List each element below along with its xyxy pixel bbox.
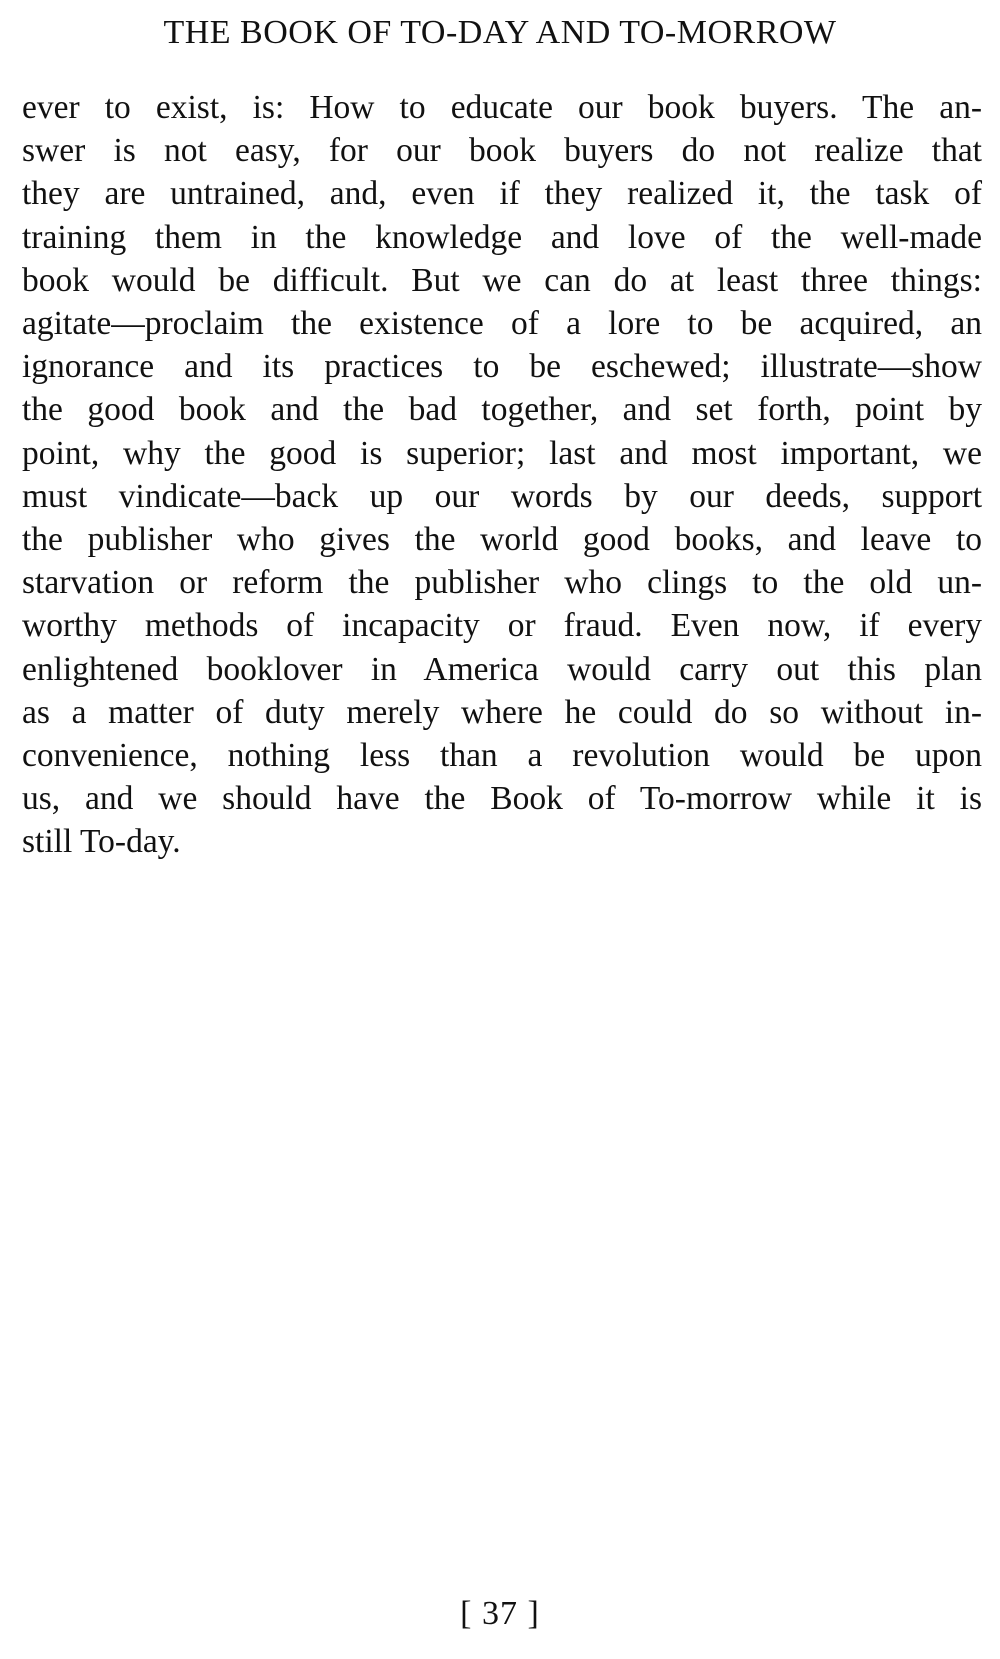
text-line: must vindicate—back up our words by our deeds, support bbox=[22, 477, 982, 515]
text-line: the publisher who gives the world good books, and leave to bbox=[22, 521, 982, 559]
text-line: swer is not easy, for our book buyers do not realize that bbox=[22, 132, 982, 170]
text-line: agitate—proclaim the existence of a lore to be acquired, an bbox=[22, 305, 982, 343]
text-line: the good book and the bad together, and set forth, point by bbox=[22, 391, 982, 429]
text-line: point, why the good is superior; last and most important, we bbox=[22, 434, 982, 472]
text-line: book would be difficult. But we can do at least three things: bbox=[22, 261, 982, 299]
page-number: [ 37 ] bbox=[460, 1595, 540, 1632]
text-line: enlightened booklover in America would carry out this plan bbox=[22, 650, 982, 688]
text-line: ever to exist, is: How to educate our book buyers. The an- bbox=[22, 89, 982, 126]
text-line: worthy methods of incapacity or fraud. Even now, if every bbox=[22, 607, 982, 645]
text-line: us, and we should have the Book of To-morrow while it is bbox=[22, 780, 982, 818]
text-line: training them in the knowledge and love of the well-made bbox=[22, 218, 982, 256]
text-line: convenience, nothing less than a revolution would be upon bbox=[22, 737, 982, 775]
text-line: starvation or reform the publisher who clings to the old un- bbox=[22, 564, 982, 602]
text-line: as a matter of duty merely where he could do so without in- bbox=[22, 693, 982, 731]
running-head: THE BOOK OF TO-DAY AND TO-MORROW bbox=[163, 14, 837, 51]
body-text bbox=[22, 86, 982, 864]
text-line: ignorance and its practices to be eschewed; illustrate—show bbox=[22, 348, 982, 386]
text-line-last: still To-day. bbox=[22, 823, 181, 861]
text-line: they are untrained, and, even if they realized it, the task of bbox=[22, 175, 982, 213]
